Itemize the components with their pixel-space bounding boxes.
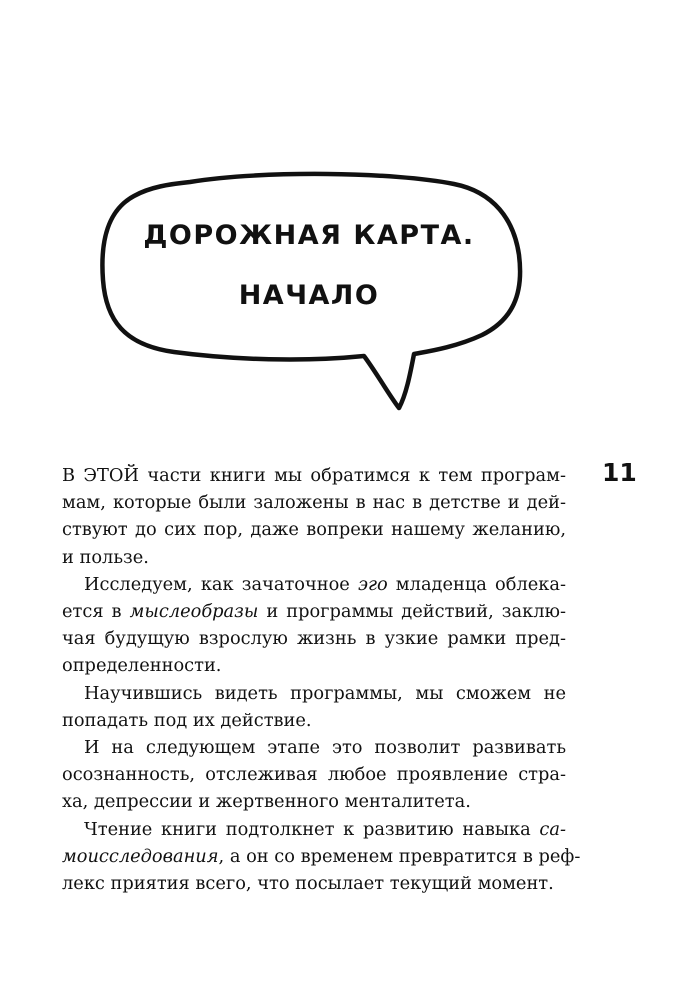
emphasis-samoissledovaniya-part-1: са- [539,818,566,840]
text-line: Научившись видеть программы, мы сможем не [84,682,566,704]
text-run: Исследуем, как зачаточное [84,573,358,595]
text-run: , а он со временем превратится в реф- [218,845,581,867]
text-line [62,816,566,843]
paragraph-5 [62,816,581,898]
text-line: лекс приятия всего, что посылает текущий момент. [62,873,554,895]
text-line: ха, депрессии и жертвенного менталитета. [62,791,471,813]
text-run: младенца облека- [387,573,567,595]
chapter-title [124,206,494,326]
text-line [62,843,581,870]
chapter-title-line-2: НАЧАЛО [238,280,380,311]
emphasis-samoissledovaniya-part-2: моисследования [62,845,219,867]
text-run: ется в [62,601,130,623]
chapter-title-line-1: ДОРОЖНАЯ КАРТА. [143,220,475,251]
text-line: мам, которые были заложены в нас в детстве и дей- [62,492,566,514]
body-text [62,462,581,897]
page-number: 11 [602,458,637,487]
paragraph-3 [62,680,566,734]
text-line: чая будущую взрослую жизнь в узкие рамки пред- [62,628,566,650]
text-line [62,571,566,598]
text-line [62,598,566,625]
paragraph-4 [62,734,566,816]
text-line: и пользе. [62,546,149,568]
text-line: определенности. [62,655,222,677]
text-line: И на следующем этапе это позволит развивать [84,737,566,759]
speech-bubble [94,160,534,415]
text-run: и программы действий, заклю- [258,601,566,623]
emphasis-ego: эго [358,573,388,595]
text-line: В ЭТОЙ части книги мы обратимся к тем програм- [62,465,566,486]
text-line: ствуют до сих пор, даже вопреки нашему желанию, [62,519,566,541]
paragraph-2 [62,571,566,680]
paragraph-1 [62,462,566,571]
emphasis-mysleobrazy: мыслеобразы [129,601,259,623]
text-line: попадать под их действие. [62,709,312,731]
text-line: осознанность, отслеживая любое проявление стра- [62,764,566,786]
text-run: Чтение книги подтолкнет к развитию навыка [84,818,540,840]
